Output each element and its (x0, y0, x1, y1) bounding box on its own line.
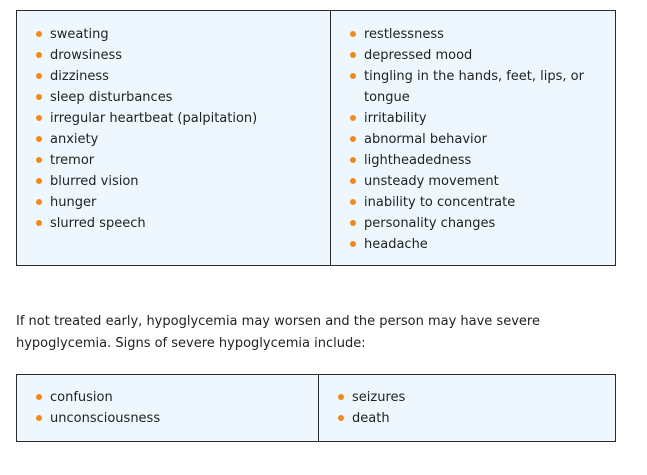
bullet-icon (36, 94, 42, 100)
list-item (36, 213, 322, 234)
severe-column-right (319, 375, 615, 441)
bullet-icon (36, 178, 42, 184)
bullet-icon (338, 415, 344, 421)
list-item-text: lightheadedness (364, 153, 472, 168)
bullet-icon (36, 115, 42, 121)
bullet-icon (350, 31, 356, 37)
symptoms-table (16, 10, 616, 266)
list-item-text: tremor (50, 153, 95, 168)
bullet-icon (36, 136, 42, 142)
list-item (36, 108, 322, 129)
list-item (350, 66, 607, 108)
list-item (36, 24, 322, 45)
severe-hypoglycemia-intro: If not treated early, hypoglycemia may worsen and the person may have severe hypoglycemia. Signs of severe hypoglycemia include: (16, 314, 540, 351)
list-item (350, 171, 607, 192)
bullet-icon (350, 115, 356, 121)
list-item (338, 387, 607, 408)
bullet-icon (350, 52, 356, 58)
list-item-text: death (352, 411, 390, 426)
bullet-icon (350, 178, 356, 184)
list-item (350, 108, 607, 129)
bullet-icon (36, 157, 42, 163)
bullet-icon (36, 415, 42, 421)
list-item-text: unsteady movement (364, 174, 499, 189)
bullet-icon (36, 199, 42, 205)
list-item-text: anxiety (50, 132, 99, 147)
severe-list-left (17, 375, 318, 429)
list-item (350, 234, 607, 255)
list-item-text: dizziness (50, 69, 109, 84)
list-item-text: headache (364, 237, 428, 252)
bullet-icon (36, 73, 42, 79)
symptoms-column-left (17, 11, 331, 265)
list-item (36, 171, 322, 192)
list-item (36, 129, 322, 150)
list-item (36, 87, 322, 108)
list-item-text: depressed mood (364, 48, 473, 63)
list-item-text: restlessness (364, 27, 444, 42)
bullet-icon (36, 220, 42, 226)
bullet-icon (36, 394, 42, 400)
list-item-text: confusion (50, 390, 113, 405)
bullet-icon (36, 52, 42, 58)
symptoms-column-right (331, 11, 615, 265)
list-item-text: irritability (364, 111, 427, 126)
bullet-icon (350, 199, 356, 205)
list-item-text: sweating (50, 27, 109, 42)
list-item (36, 150, 322, 171)
symptoms-list-right (331, 11, 615, 255)
list-item (350, 192, 607, 213)
bullet-icon (350, 136, 356, 142)
symptoms-list-left (17, 11, 330, 234)
bullet-icon (350, 241, 356, 247)
bullet-icon (338, 394, 344, 400)
list-item (36, 192, 322, 213)
list-item-text: irregular heartbeat (palpitation) (50, 111, 258, 126)
list-item (350, 129, 607, 150)
bullet-icon (350, 157, 356, 163)
list-item (36, 408, 310, 429)
list-item (350, 24, 607, 45)
severe-signs-table (16, 374, 616, 442)
list-item-text: abnormal behavior (364, 132, 487, 147)
list-item (350, 213, 607, 234)
list-item (36, 45, 322, 66)
list-item-text: blurred vision (50, 174, 139, 189)
list-item (36, 66, 322, 87)
list-item (36, 387, 310, 408)
list-item (350, 45, 607, 66)
list-item-text: drowsiness (50, 48, 123, 63)
list-item-text: unconsciousness (50, 411, 161, 426)
bullet-icon (36, 31, 42, 37)
list-item-text: tingling in the hands, feet, lips, or tongue (364, 69, 584, 105)
list-item-text: hunger (50, 195, 97, 210)
severe-list-right (319, 375, 615, 429)
list-item (350, 150, 607, 171)
severe-column-left (17, 375, 319, 441)
list-item-text: personality changes (364, 216, 496, 231)
list-item (338, 408, 607, 429)
bullet-icon (350, 73, 356, 79)
list-item-text: inability to concentrate (364, 195, 516, 210)
list-item-text: slurred speech (50, 216, 146, 231)
list-item-text: seizures (352, 390, 406, 405)
bullet-icon (350, 220, 356, 226)
list-item-text: sleep disturbances (50, 90, 173, 105)
